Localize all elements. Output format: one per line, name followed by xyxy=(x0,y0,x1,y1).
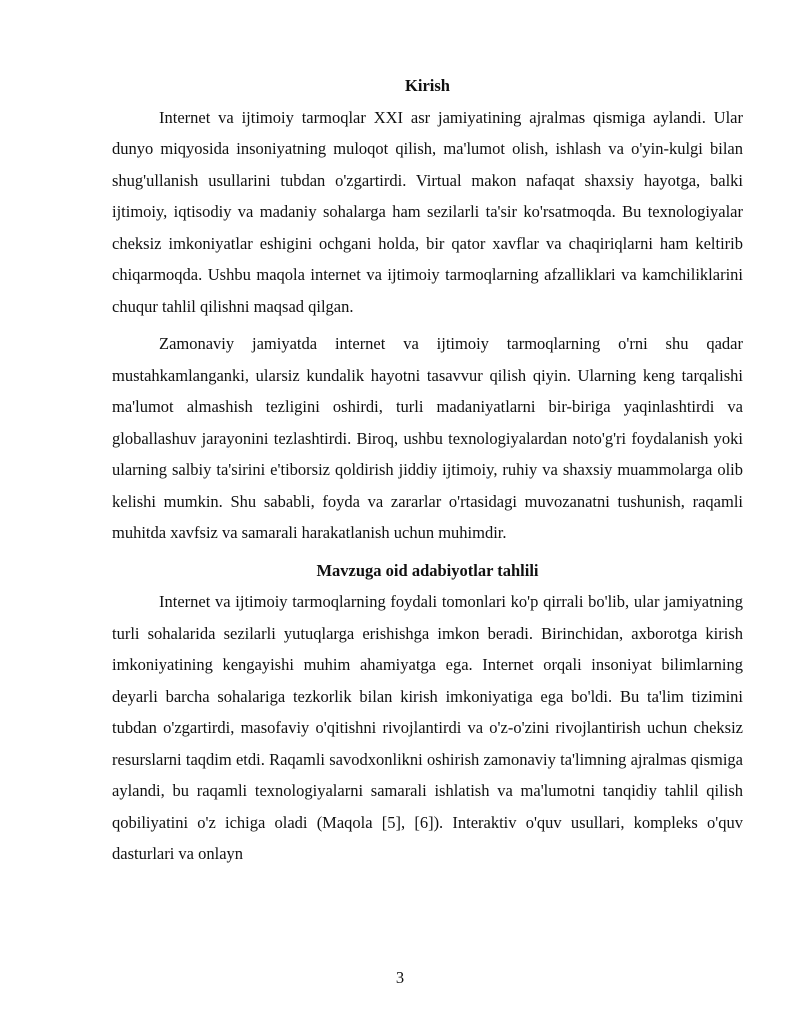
section-heading-introduction: Kirish xyxy=(405,76,450,95)
page-content xyxy=(112,70,743,876)
paragraph: Zamonaviy jamiyatda internet va ijtimoiy tarmoqlarning o'rni shu qadar mustahkamlanganki, ularsiz kundalik hayotni tasavvur qilish qiyin. Ularning keng tarqalishi ma'lumot almashish tezligini oshirdi, turli madaniyatlarni bir-biriga yaqinlashtirdi va globallashuv jarayonini tezlashtirdi. Biroq, ushbu texnologiyalardan noto'g'ri foydalanish yoki ularning salbiy ta'sirini e'tiborsiz qoldirish jiddiy ijtimoiy, ruhiy va shaxsiy muammolarga olib kelishi mumkin. Shu sababli, foyda va zararlar o'rtasidagi muvozanatni tushunish, raqamli muhitda xavfsiz va samarali harakatlanish uchun muhimdir. xyxy=(112,334,743,542)
section-heading-literature-review: Mavzuga oid adabiyotlar tahlili xyxy=(316,560,539,580)
page-number: 3 xyxy=(395,968,405,987)
paragraph: Internet va ijtimoiy tarmoqlar XXI asr jamiyatining ajralmas qismiga aylandi. Ular dunyo miqyosida insoniyatning muloqot qilish, ma'lumot olish, ishlash va o'yin-kulgi bilan shug'ullanish usullarini tubdan o'zgartirdi. Virtual makon nafaqat shaxsiy hayotga, balki ijtimoiy, iqtisodiy va madaniy sohalarga ham sezilarli ta'sir ko'rsatmoqda. Bu texnologiyalar cheksiz imkoniyatlar eshigini ochgani holda, bir qator xavflar va chaqiriqlarni ham keltirib chiqarmoqda. Ushbu maqola internet va ijtimoiy tarmoqlarning afzalliklari va kamchiliklarini chuqur tahlil qilishni maqsad qilgan. xyxy=(112,107,743,316)
paragraph: Internet va ijtimoiy tarmoqlarning foydali tomonlari ko'p qirrali bo'lib, ular jamiyatning turli sohalarida sezilarli yutuqlarga erishishga imkon beradi. Birinchidan, axborotga kirish imkoniyatining kengayishi muhim ahamiyatga ega. Internet orqali insoniyat bilimlarning deyarli barcha sohalariga tezkorlik bilan kirish imkoniyatiga ega bo'ldi. Bu ta'lim tizimini tubdan o'zgartirdi, masofaviy o'qitishni rivojlantirdi va o'z-o'zini rivojlantirish uchun cheksiz resurslarni taqdim etdi. Raqamli savodxonlikni oshirish zamonaviy ta'limning ajralmas qismiga aylandi, bu raqamli texnologiyalarni samarali ishlatish va ma'lumotni tanqidiy tahlil qilish qobiliyatini o'z ichiga oladi (Maqola [5], [6]). Interaktiv o'quv usullari, kompleks o'quv dasturlari va onlayn xyxy=(112,592,743,863)
